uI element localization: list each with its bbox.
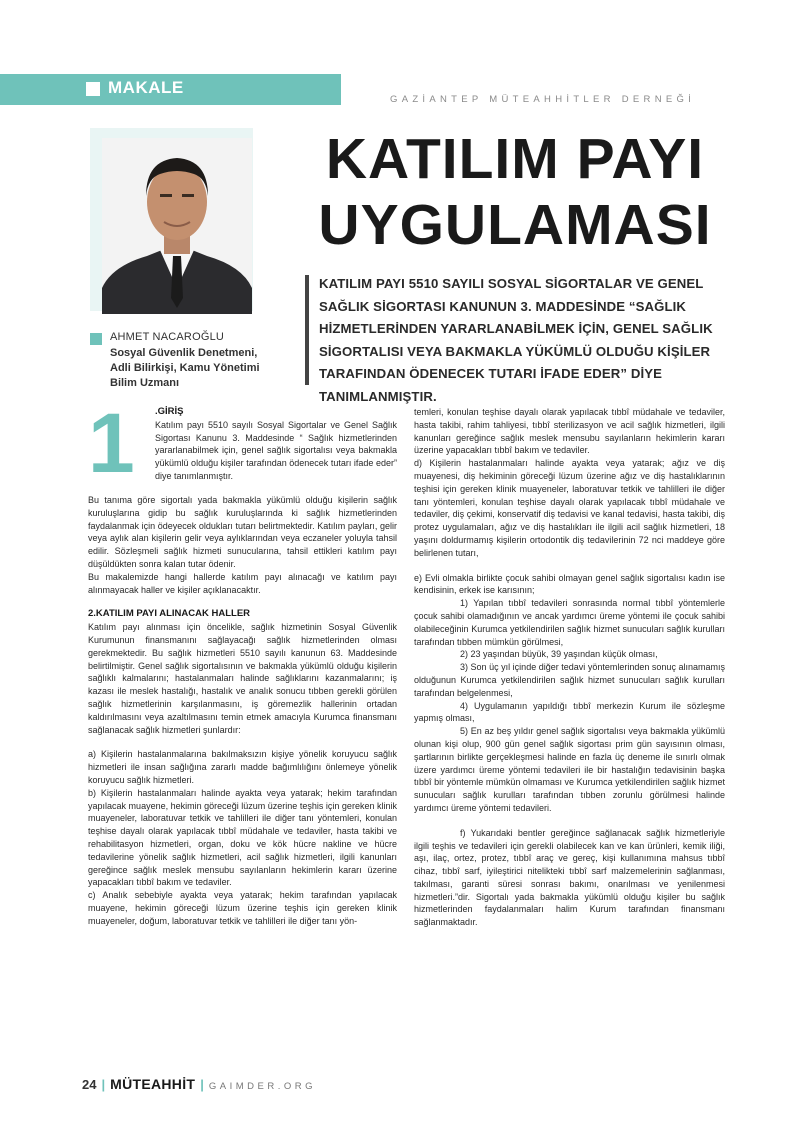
author-name: AHMET NACAROĞLU <box>110 331 225 343</box>
right-column <box>414 406 725 929</box>
item-a: a) Kişilerin hastalanmalarına bakılmaksızın kişiye yönelik koruyucu sağlık hizmetleri ile insan sağlığına zararlı madde bağımlılığını önlemeye yönelik koruyucu sağlık hizmetleri. <box>88 749 397 785</box>
item-e: e) Evli olmakla birlikte çocuk sahibi olmayan genel sağlık sigortalısı kadın ise kendisinin, erkek ise karısının; <box>414 572 725 596</box>
item-e-3: 3) Son üç yıl içinde diğer tedavi yöntemlerinden sonuç alınamamış olduğunun Kurumca yetkilendirilen sağlık hizmet sunucuları sağlık kurulları tarafından belgelenmesi, <box>414 662 725 698</box>
item-f: f) Yukarıdaki bentler gereğince sağlanacak sağlık hizmetleriyle ilgili teşhis ve tedavileri için gerekli olabilecek kan ve kan ürünleri, kemik iliği, aşı, ilaç, ortez, protez, tıbbî araç ve gereç, kişi kullanımına mahsus tıbbî cihaz, tıbbî sarf, iyileştirici nitelikteki tıbbî sarf malzemelerinin sağlanması, takılması, garanti süresi sonrası bakımı, onarılması ve yenilenmesi hizmetleri.”dir. Sigortalı yada bakmakla yükümlü olduğu kişiler bu sağlık hizmetlerinden faydalanmaları halim Kurum tarafından finansmanı sağlanmaktadır. <box>414 827 725 928</box>
item-d: d) Kişilerin hastalanmaları halinde ayakta veya yatarak; ağız ve diş muayenesi, diş hekiminin göreceği lüzum üzerine ağız ve diş hastalıklarının teşhisi için gereken klinik muayeneler, laboratuvar tetkik ve tahlilleri ile diğer tanı yöntemleri, konulan teşhise dayalı olarak yapılacak tıbbî müdahale ve tedaviler, diş çekimi, konservatif diş tedavisi ve kanal tedavisi, hasta takibi, diş protez uygulamaları, ağız ve diş hastalıkları ile ilgili acil sağlık hizmetleri, 18 yaşını doldurmamış kişilerin ortodontik diş tedavilerinin 72 nci maddeye göre belirlenen tutarı, <box>414 458 725 558</box>
page-number: 24 <box>82 1077 97 1092</box>
item-c: c) Analık sebebiyle ayakta veya yatarak; hekim tarafından yapılacak muayene, hekimin göreceği lüzum üzerine teşhis için gereken klinik muayeneler, doğum, laboratuvar tetkik ve tahlilleri ile diğer tanı yön- <box>88 890 397 926</box>
paragraph-definition: Bu tanıma göre sigortalı yada bakmakla yükümlü olduğu kişilerin sağlık kuruluşlarına gidip bu sağlık kuruluşlarında ki sağlık hizmetlerinden faydalanmak için ödeyecek oldukları tutarı belirtmektedir. Katılım payları, gelir veya aylık alan kişilerin gelir veya aylıklarından veya eczaneler yoluyla tahsil edilir. Sözleşmeli sağlık hizmeti sunucularına, tahsil ettikleri katılım payı düşüldükten sonra kalan tutar ödenir. <box>88 495 397 569</box>
intro-paragraph: Katılım payı 5510 sayılı Sosyal Sigortalar ve Genel Sağlık Sigortası Kanunu 3. Maddesinde “ Sağlık hizmetlerinden yararlanabilmek için, genel sağlık sigortalısı veya bakmakla yükümlü olduğu kişiler tarafından ödenecek tutarı ifade eder” diye tanımlanmıştır. <box>155 419 397 481</box>
item-e-1: 1) Yapılan tıbbî tedavileri sonrasında normal tıbbî yöntemlerle çocuk sahibi olamadığının ve ancak yardımcı üreme yöntemi ile çocuk sahibi olabileceğinin Kurumca yetkilendirilen sağlık hizmet sunucuları sağlık kurulları tarafından tıbben mümkün görülmesi, <box>414 598 725 647</box>
section-1-heading: .GİRİŞ <box>155 406 184 417</box>
intro-column <box>155 406 397 483</box>
author-title <box>110 346 280 391</box>
footer-divider-2: | <box>200 1077 204 1092</box>
item-e-4: 4) Uygulamanın yapıldığı tıbbî merkezin Kurum ile sözleşme yapmış olması, <box>414 700 725 724</box>
author-photo <box>102 138 252 314</box>
title-line-1: KATILIM PAYI <box>325 127 705 191</box>
paragraph-services: Katılım payı alınması için öncelikle, sağlık hizmetinin Sosyal Güvenlik Kurumunun finansmanını sağlayacağı sağlık hizmetlerinden olması gerekmektedir. Bu sağlık hizmetleri 5510 sayılı kanunun 63. Maddesinde belirtilmiştir. Genel sağlık sigortalısının ve bakmakla yükümlü olduğu kişilerin sağlıklı kalmalarını; hastalanmaları halinde sağlıklarını kazanmalarını; iş kazası ile meslek hastalığı, hastalık ve analık sonucu tıbben gerekli görülen sağlık hizmetlerinin karşılanmasını, iş göremezlik hallerinin ortadan kaldırılmasını veya azaltılmasını temin etmek amacıyla Kurumca finansmanı sağlanacak sağlık hizmetleri şunlardır: <box>88 622 397 735</box>
article-title <box>305 126 725 258</box>
item-e-2: 2) 23 yaşından büyük, 39 yaşından küçük olması, <box>460 649 658 660</box>
item-e-5: 5) En az beş yıldır genel sağlık sigortalısı veya bakmakla yükümlü olunan kişi olup, 900 gün genel sağlık sigortası prim gün sayısının olması, şartlarının birlikte gerçekleşmesi halinde en fazla üç deneme ile sınırlı olmak üzere yardımcı üreme yöntemi tedavileri ile bir hastalığın tedavisinin başka tıbbî bir yöntemle mümkün olmaması ve Kurumca yetkilendirilen sağlık hizmet sunucuları sağlık kurulları tarafından tıbben zorunlu görülmesi halinde yardımcı üreme yöntemi tedavileri. <box>414 726 725 813</box>
author-square-icon <box>90 333 102 345</box>
author-title-line-2: Adli Bilirkişi, Kamu Yönetimi <box>110 362 260 374</box>
website-link[interactable]: GAIMDER.ORG <box>208 1081 317 1092</box>
paragraph-scope: Bu makalemizde hangi hallerde katılım payı alınacağı ve katılım payı alınmayacak haller ve kişiler açıklanacaktır. <box>88 571 397 595</box>
lead-bar <box>305 275 309 385</box>
left-column <box>88 494 397 928</box>
section-square-icon <box>86 82 100 96</box>
section-label: MAKALE <box>108 78 184 97</box>
author-title-line-1: Sosyal Güvenlik Denetmeni, <box>110 347 258 359</box>
author-title-line-3: Bilim Uzmanı <box>110 377 180 389</box>
item-c-continued: temleri, konulan teşhise dayalı olarak yapılacak tıbbî müdahale ve tedaviler, hasta takibi, rahim tahliyesi, tıbbî sterilizasyon ve acil sağlık hizmetleri, ilgili kanunları gereğince sağlık meslek mensubu sayılanların hekimlerin kararı üzerine yapacakları tıbbî bakım ve tedaviler. <box>414 407 725 456</box>
association-name: GAZİANTEP MÜTEAHHİTLER DERNEĞİ <box>390 94 696 105</box>
magazine-name: MÜTEAHHİT <box>110 1076 196 1092</box>
title-line-2: UYGULAMASI <box>318 193 712 257</box>
section-2-heading: 2.KATILIM PAYI ALINACAK HALLER <box>88 608 251 620</box>
item-b: b) Kişilerin hastalanmaları halinde ayakta veya yatarak; hekim tarafından yapılacak muayene, hekimin göreceği lüzum üzerine teşhis için gereken klinik muayeneler, laboratuvar tetkik ve tahlilleri ile diğer tanı yöntemleri, konulan teşhise dayalı olarak yapılacak tıbbî müdahale ve tedaviler, hasta takibi ve rehabilitasyon hizmetleri, organ, doku ve kök hücre nakline ve hücre tedavilerine yönelik sağlık hizmetleri, acil sağlık hizmetleri, ilgili kanunları gereğince sağlık meslek mensubu sayılanların hekimlerin kararı üzerine yapacakları tıbbî bakım ve tedaviler. <box>88 787 397 888</box>
page-footer <box>82 1076 316 1092</box>
footer-divider: | <box>101 1077 106 1092</box>
section-number: 1 <box>88 396 135 490</box>
article-lead: KATILIM PAYI 5510 SAYILI SOSYAL SİGORTALAR VE GENEL SAĞLIK SİGORTASI KANUNUN 3. MADDESİNDE “SAĞLIK HİZMETLERİNDEN YARARLANABİLMEK İÇİN, GENEL SAĞLIK SİGORTALISI VEYA BAKMAKLA YÜKÜMLÜ OLDUĞU KİŞİLER TARAFINDAN ÖDENECEK TUTARI İFADE EDER” DİYE TANIMLANMIŞTIR. <box>319 276 713 404</box>
